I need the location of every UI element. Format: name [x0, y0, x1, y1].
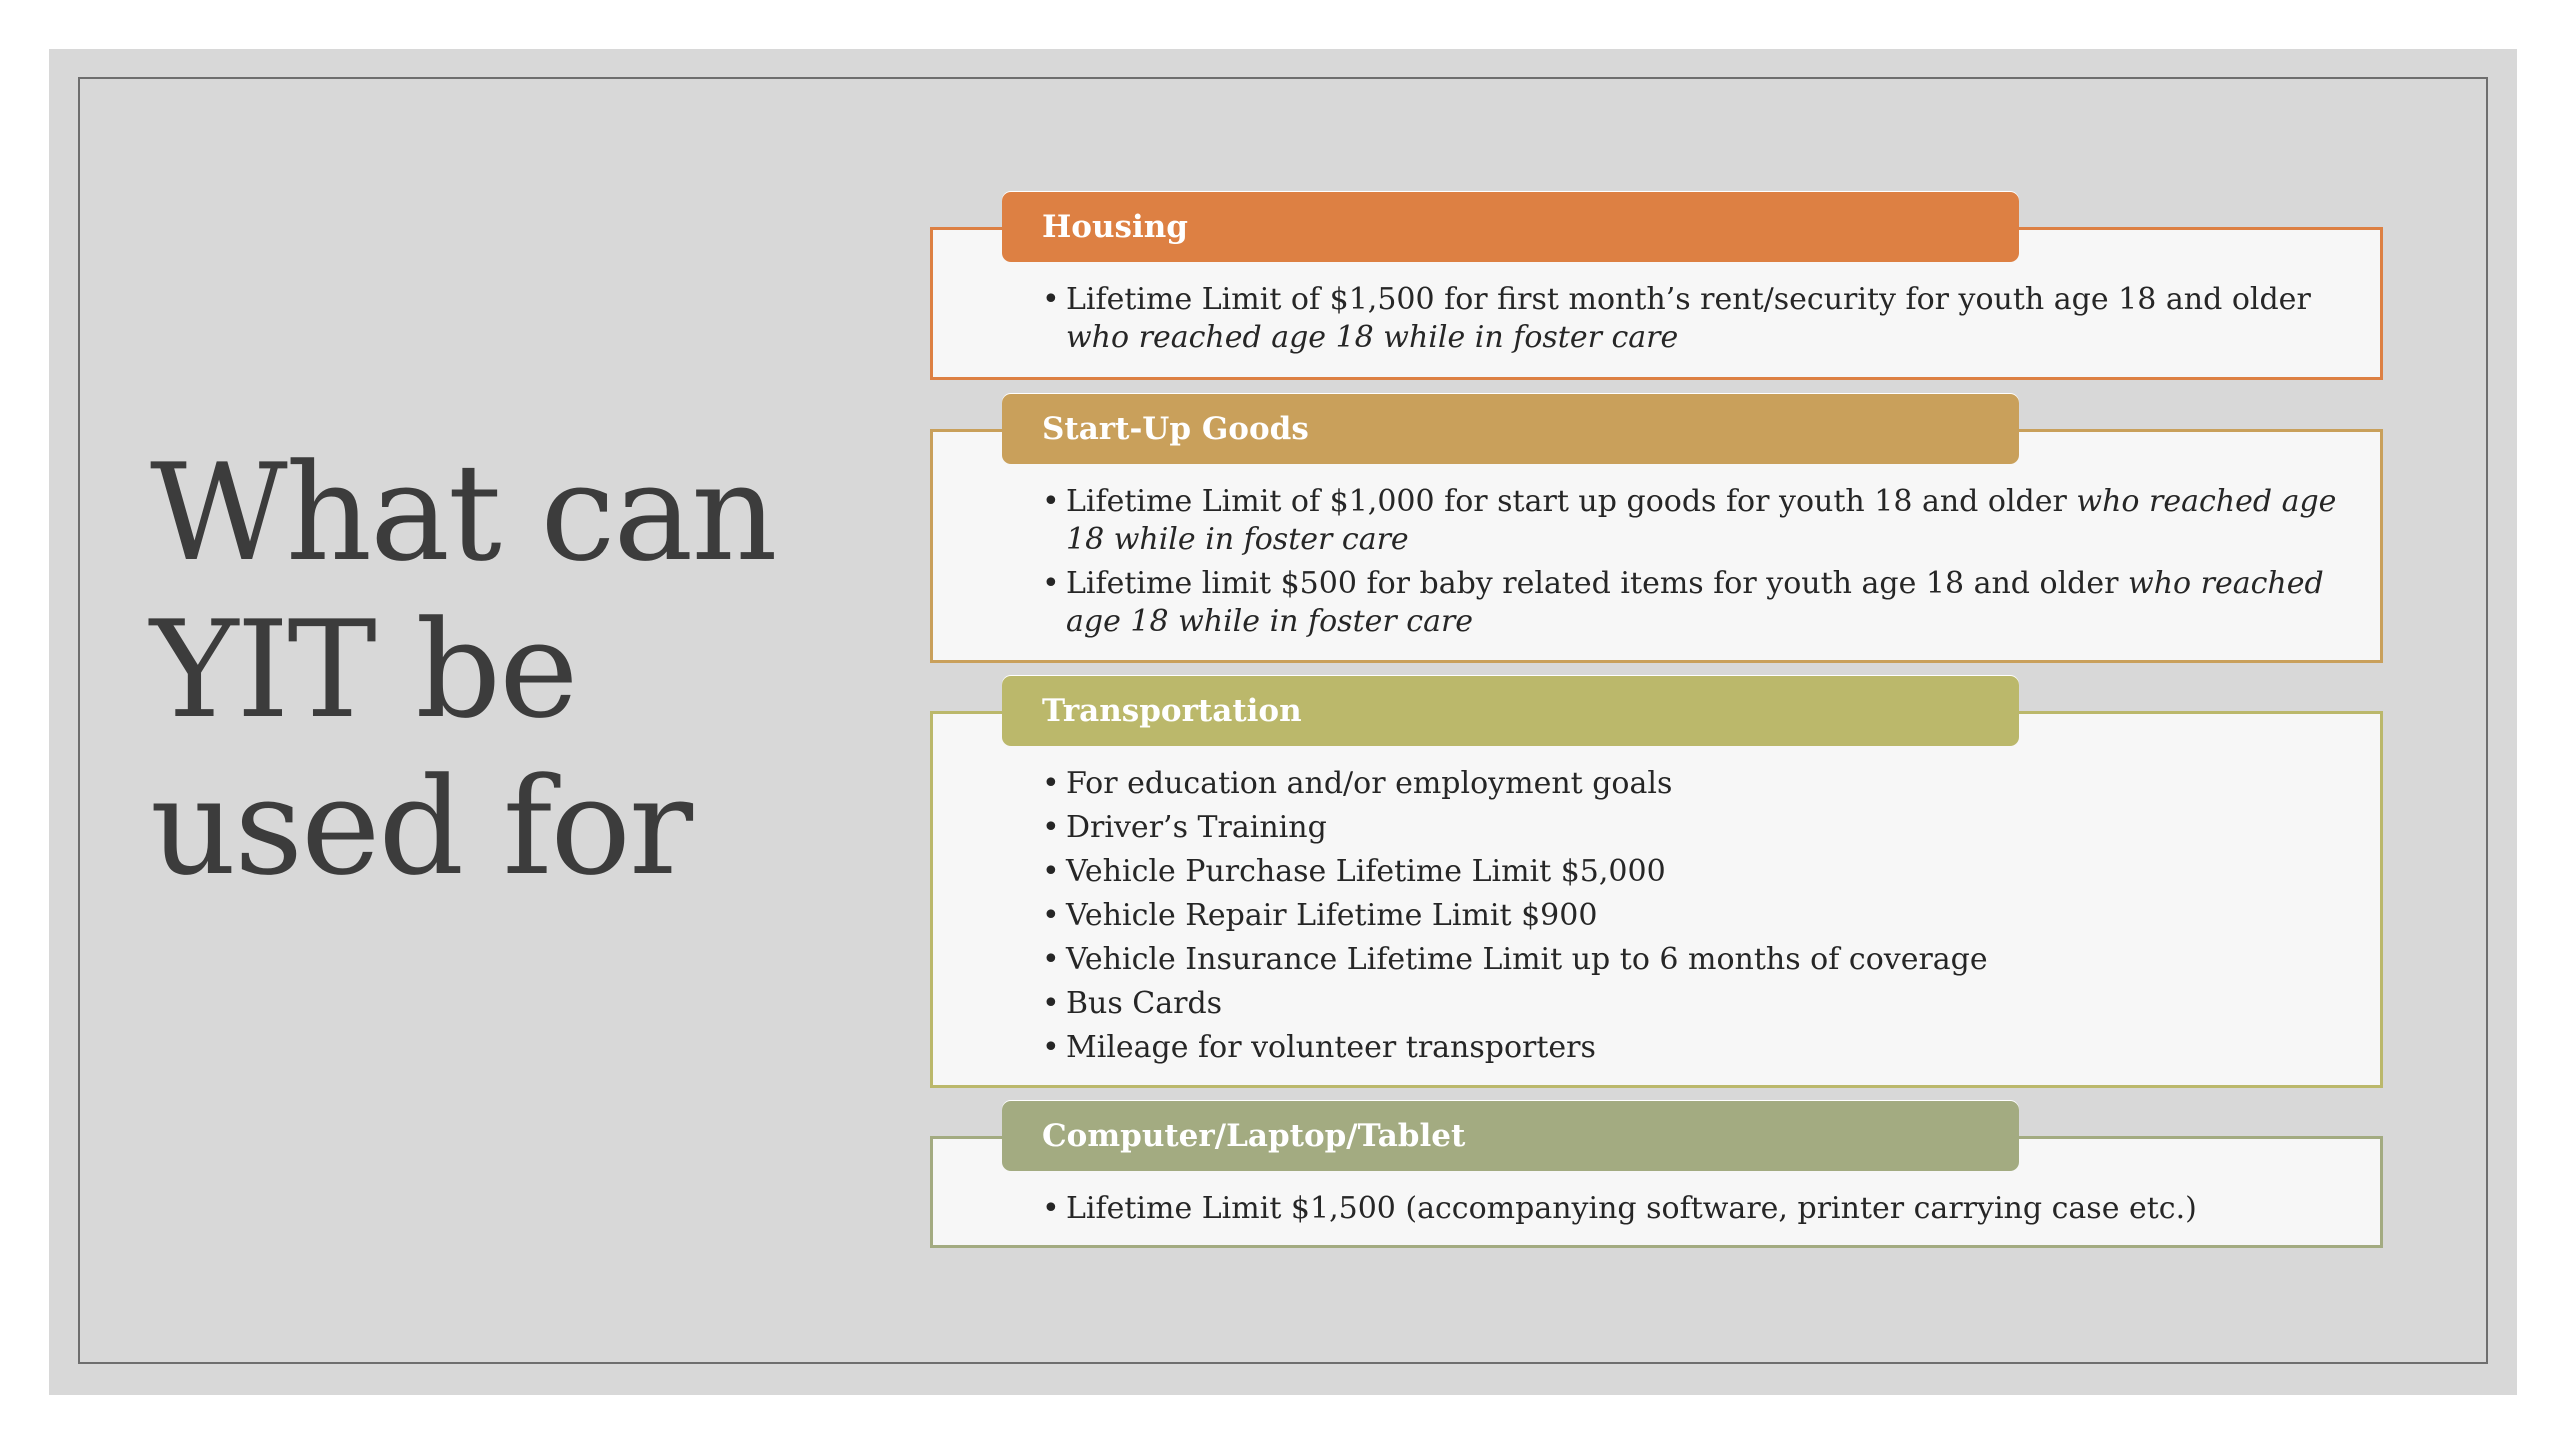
list-item: [1042, 853, 2342, 891]
title-line: What can: [150, 435, 776, 591]
computer-label: Computer/Laptop/Tablet: [1002, 1101, 2019, 1171]
list-item: [1042, 765, 2342, 803]
item-text: Lifetime Limit $1,500 (accompanying software, printer carrying case etc.): [1066, 1191, 2197, 1226]
item-italic: who reached age 18 while in foster care: [1066, 320, 1679, 355]
item-text: Mileage for volunteer transporters: [1066, 1030, 1596, 1065]
item-text: Driver’s Training: [1066, 810, 1327, 845]
item-text: Bus Cards: [1066, 986, 1223, 1021]
item-text: Vehicle Purchase Lifetime Limit $5,000: [1066, 854, 1666, 889]
list-item: [1042, 483, 2342, 559]
item-text: For education and/or employment goals: [1066, 766, 1673, 801]
item-text: Vehicle Insurance Lifetime Limit up to 6 months of coverage: [1066, 942, 1988, 977]
startup-list: [1042, 483, 2342, 647]
transportation-label: Transportation: [1002, 676, 2019, 746]
housing-list: [1042, 281, 2342, 363]
title-line: YIT be: [150, 592, 577, 748]
list-item: [1042, 565, 2342, 641]
item-italic: who reached age 18 while in foster care: [1066, 484, 2337, 557]
list-item: [1042, 809, 2342, 847]
transportation-list: [1042, 765, 2342, 1073]
list-item: [1042, 281, 2342, 357]
item-text: Lifetime limit $500 for baby related items for youth age 18 and older: [1066, 566, 2129, 601]
list-item: [1042, 985, 2342, 1023]
item-text: Lifetime Limit of $1,000 for start up goods for youth 18 and older: [1066, 484, 2077, 519]
startup-label: Start-Up Goods: [1002, 394, 2019, 464]
item-text: Vehicle Repair Lifetime Limit $900: [1066, 898, 1598, 933]
list-item: [1042, 1190, 2342, 1228]
list-item: [1042, 1029, 2342, 1067]
slide-title: [150, 435, 930, 906]
item-italic: who reached age 18 while in foster care: [1066, 566, 2324, 639]
title-line: used for: [150, 749, 692, 905]
computer-list: [1042, 1190, 2342, 1234]
housing-label: Housing: [1002, 192, 2019, 262]
list-item: [1042, 941, 2342, 979]
item-text: Lifetime Limit of $1,500 for first month’s rent/security for youth age 18 and older: [1066, 282, 2311, 317]
list-item: [1042, 897, 2342, 935]
